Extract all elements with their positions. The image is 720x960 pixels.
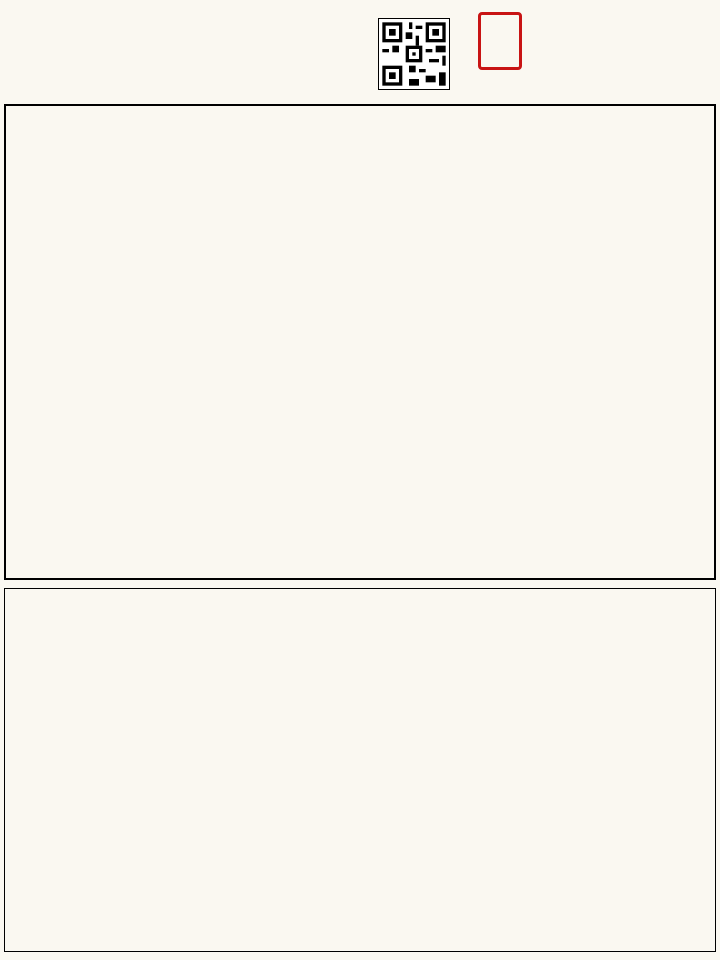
yearly-table [4, 588, 716, 952]
header [0, 0, 720, 104]
qr-code-icon[interactable] [378, 18, 450, 90]
chart-main [4, 104, 716, 580]
seal-logo [478, 12, 522, 70]
